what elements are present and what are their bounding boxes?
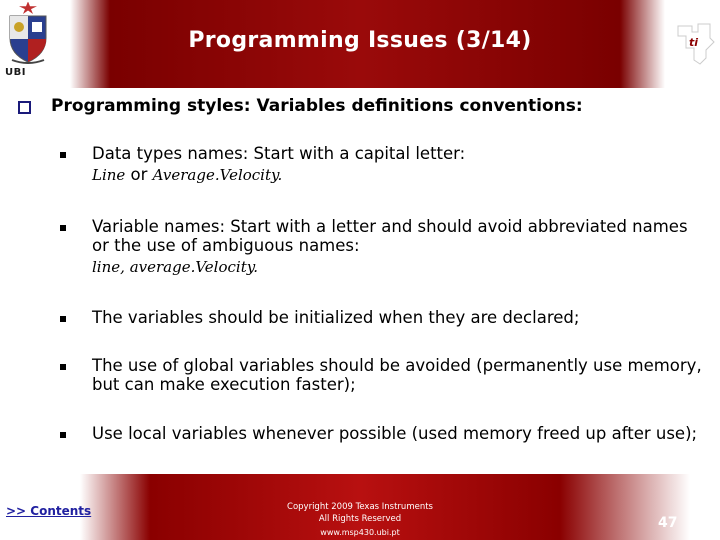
square-bullet-icon <box>60 432 66 438</box>
code-token: Average.Velocity <box>152 166 278 184</box>
sub-bullet-1 <box>60 144 702 185</box>
code-token: Line <box>92 166 126 184</box>
bullet-text: The variables should be initialized when they are declared; <box>92 308 580 327</box>
sub-bullet-3 <box>60 308 702 327</box>
sub-bullet-2 <box>60 217 702 277</box>
page-number: 47 <box>658 515 678 531</box>
main-heading: Programming styles: Variables definitions conventions: <box>51 96 583 116</box>
code-separator: , <box>120 258 130 276</box>
bullet-text: Variable names: Start with a letter and should avoid abbreviated names or the use of ambiguous names: <box>92 217 688 255</box>
texas-instruments-logo-icon <box>672 22 716 66</box>
copyright-notice <box>270 501 450 525</box>
square-bullet-icon <box>60 364 66 370</box>
slide-title: Programming Issues (3/14) <box>188 28 532 53</box>
code-end: . <box>253 258 258 276</box>
square-bullet-icon <box>60 316 66 322</box>
square-bullet-icon <box>60 225 66 231</box>
bullet-text: The use of global variables should be avoided (permanently use memory, but can make execution faster); <box>92 356 702 394</box>
website-url: www.msp430.ubi.pt <box>320 528 400 537</box>
checkbox-bullet-icon <box>18 101 31 114</box>
sub-bullet-4 <box>60 356 702 394</box>
bullet-text: Use local variables whenever possible (used memory freed up after use); <box>92 424 698 443</box>
code-separator: or <box>125 165 153 184</box>
svg-text:ti: ti <box>689 36 699 49</box>
code-example <box>92 257 702 277</box>
sub-bullet-5 <box>60 424 702 443</box>
main-bullet <box>18 96 583 116</box>
bullet-text: Data types names: Start with a capital letter: <box>92 144 466 163</box>
copyright-line-2: All Rights Reserved <box>318 514 402 524</box>
contents-link[interactable]: >> Contents <box>6 504 92 518</box>
code-token: average.Velocity <box>129 258 254 276</box>
code-example <box>92 165 702 185</box>
code-token: line <box>92 258 121 276</box>
copyright-line-1: Copyright 2009 Texas Instruments <box>287 502 433 512</box>
square-bullet-icon <box>60 152 66 158</box>
ubi-label: UBI <box>5 67 26 78</box>
code-end: . <box>277 166 283 184</box>
